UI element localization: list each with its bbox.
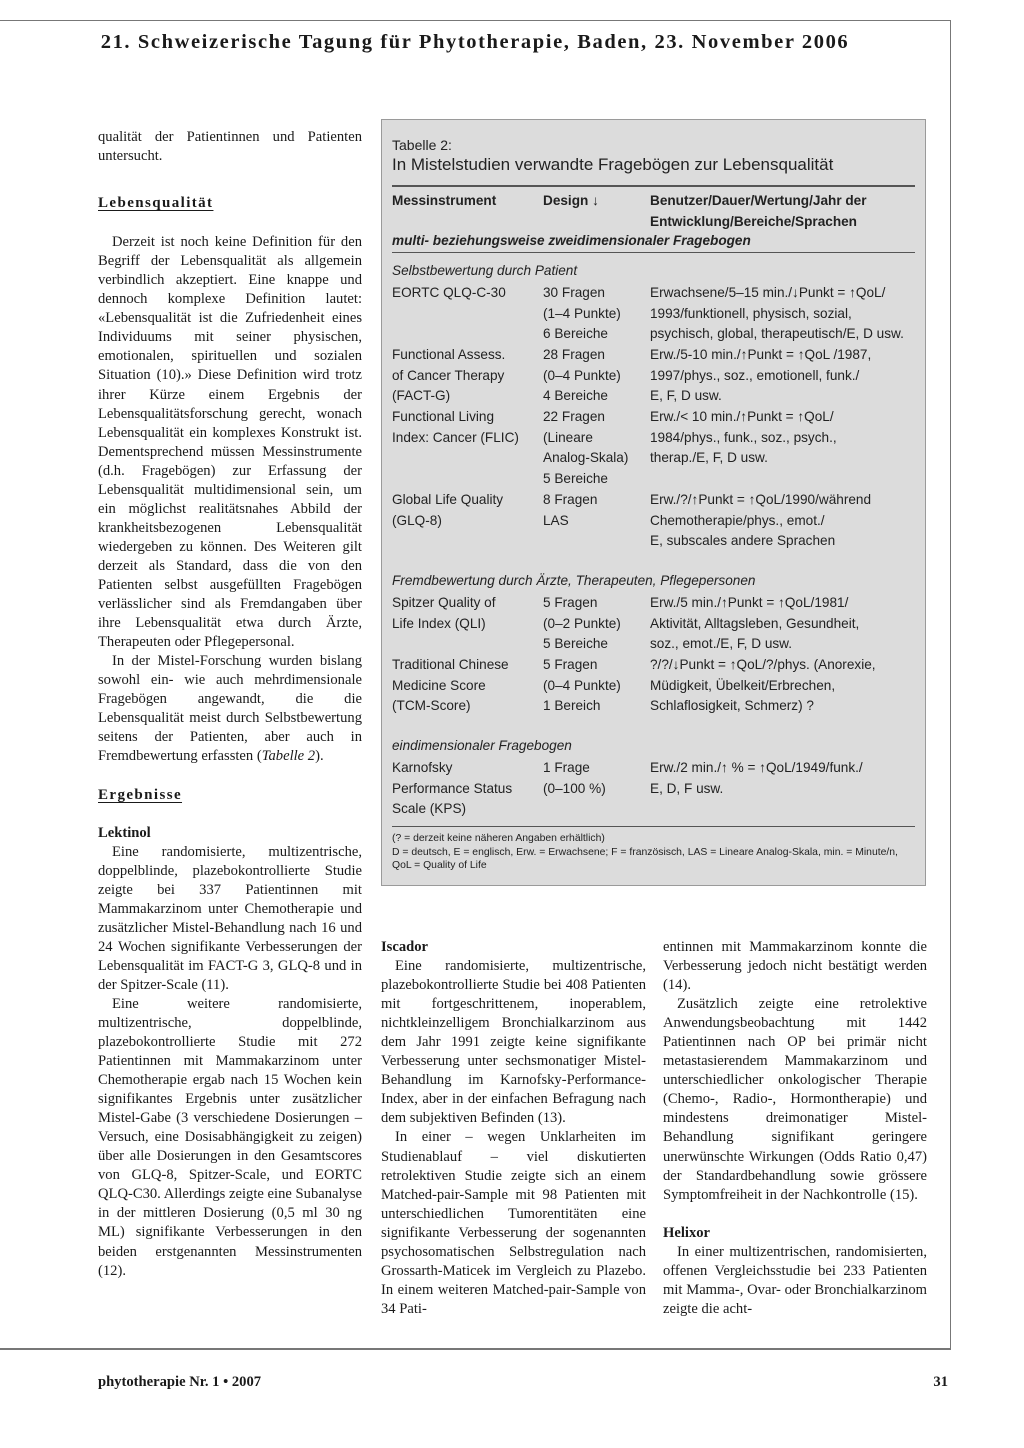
paragraph: Eine weitere randomisierte, multizentrische, doppelblinde, plazebokontrollierte Studie mit 272 Patientinnen mit Mammakarzinom unter Chemotherapie ergab nach 15 Wochen kein signifikantes Ergebnis unter zusätzlicher Mistel-Gabe (3 verschiedene Dosierungen – Versuch, eine Dosisabhängigkeit zu zeigen) über alle Dosierungen in den Gesamtscores von GLQ-8, Spitzer-Scale, und EORTC QLQ-C30. Allerdings zeigte eine Subanalyse in der mittleren Dosierung (0,5 ml 30 ng ML) signifikante Verbesserungen in den beiden erstgenannten Messinstrumenten (12). [98, 995, 362, 1279]
table-rule [392, 826, 915, 827]
footer-journal: phytotherapie Nr. 1 • 2007 [98, 1374, 262, 1390]
text-column-1 [98, 128, 362, 1281]
table-caption-title: In Mistelstudien verwandte Fragebögen zur Lebensqualität [392, 155, 834, 174]
paragraph: qualität der Patientinnen und Patienten untersucht. [98, 129, 362, 165]
table-cell: Traditional Chinese Medicine Score (TCM-Score) [392, 657, 509, 714]
table-cell: Global Life Quality (GLQ-8) [392, 492, 504, 528]
subheading-iscador: Iscador [381, 939, 429, 955]
table-cell: Karnofsky Performance Status Scale (KPS) [392, 760, 513, 817]
paragraph: entinnen mit Mammakarzinom konnte die Verbesserung jedoch nicht bestätigt werden (14). [663, 939, 927, 994]
table-cell: EORTC QLQ-C-30 [392, 285, 506, 300]
table-rule [392, 252, 915, 253]
section-heading-ergebnisse: Ergebnisse [98, 787, 183, 804]
table-cell: 5 Fragen (0–2 Punkte) 5 Bereiche [543, 595, 621, 652]
frame-top-rule [0, 20, 950, 21]
table-cell: Erwachsene/5–15 min./↓Punkt = ↑QoL/ 1993/funktionell, physisch, sozial, psychisch, global, therapeutisch/E, D usw. [650, 285, 904, 342]
table-rule [392, 185, 915, 187]
table-cell: Functional Assess. of Cancer Therapy (FACT-G) [392, 347, 506, 404]
table-cell: 1 Frage (0–100 %) [543, 760, 606, 796]
paragraph: In einer multizentrischen, randomisierten, offenen Vergleichsstudie bei 233 Patienten mit Mamma-, Ovar- oder Bronchialkarzinom zeigte die acht- [663, 1243, 927, 1317]
paragraph: In einer – wegen Unklarheiten im Studienablauf – viel diskutierten retrolektiven Studie zeigte sich an einem Matched-pair-Sample mit 98 Patienten mit unterschiedlichen Tumorentitäten eine signifikante Verbesserung der sogenannten psychosomatischen Selbstregulation nach Grossarth-Maticek im Vergleich zu Plazebo. In einem weiteren Matched-pair-Sample von 34 Pati- [381, 1129, 646, 1317]
paragraph: Derzeit ist noch keine Definition für den Begriff der Lebensqualität als allgemein verbindlich akzeptiert. Eine knappe und dennoch komplexe Definition lautet: «Lebensqualität ist die Zufriedenheit eines Individuums mit seiner physischen, emotionalen, spirituellen und sozialen Situation (10).» Diese Definition wird trotz ihrer Kürze einem Ergebnis der Lebensqualitätsforschung gerecht, wonach Lebensqualität ein komplexes Konstrukt ist. Dementsprechend müssen Messinstrumente (d.h. Fragebögen) zur Erfassung der Lebensqualität multidimensional sein, um ein möglichst realitätsnahes Abbild der krankheitsbezogenen Lebensqualität wiedergeben zu können. Des Weiteren gilt derzeit als Standard, dass die von den Patienten selbst ausgefüllten Fragebögen verlässlicher sind als Fremdangaben über ihre Lebensqualität etwa durch Ärzte, Therapeuten oder Pflegepersonal. [98, 234, 362, 651]
column-header-design: Design ↓ [543, 193, 599, 208]
category-unidimensional: eindimensionaler Fragebogen [392, 738, 572, 753]
table-cell: 22 Fragen (Lineare Analog-Skala) 5 Bereiche [543, 409, 629, 487]
table-cell: Erw./2 min./↑ % = ↑QoL/1949/funk./ E, D, F usw. [650, 760, 863, 796]
category-self-assessment: Selbstbewertung durch Patient [392, 263, 578, 278]
table-cell: Erw./5-10 min./↑Punkt = ↑QoL /1987, 1997/phys., soz., emotionell, funk./ E, F, D usw. [650, 347, 872, 404]
table-cell: 28 Fragen (0–4 Punkte) 4 Bereiche [543, 347, 621, 404]
table-cell: Functional Living Index: Cancer (FLIC) [392, 409, 519, 445]
table-cell: 5 Fragen (0–4 Punkte) 1 Bereich [543, 657, 621, 714]
subheading-helixor: Helixor [663, 1224, 711, 1241]
text-column-3 [663, 938, 927, 1319]
table-cell: Spitzer Quality of Life Index (QLI) [392, 595, 496, 631]
paragraph: In der Mistel-Forschung wurden bislang sowohl ein- wie auch mehrdimensionale Fragebögen angewandt, die die Lebensqualität meist durch Selbstbewertung seitens der Patienten, aber auch in Fremdbewertung erfassten (Tabelle 2). [98, 653, 362, 765]
column-header-instrument: Messinstrument [392, 193, 497, 208]
category-multidimensional: multi- beziehungsweise zweidimensionaler Fragebogen [392, 233, 751, 248]
frame-bottom-rule [0, 1348, 951, 1350]
table-footnote: (? = derzeit keine näheren Angaben erhältlich) D = deutsch, E = englisch, Erw. = Erwachsene; F = französisch, LAS = Lineare Analog-Skala, min. = Minute/n, QoL = Quality of Life [392, 833, 898, 871]
table-cell: 8 Fragen LAS [543, 492, 598, 528]
category-external-assessment: Fremdbewertung durch Ärzte, Therapeuten, Pflegepersonen [392, 573, 756, 588]
paragraph: Eine randomisierte, multizentrische, doppelblinde, plazebokontrollierte Studie zeigte bei 337 Patientinnen mit Mammakarzinom unter Chemotherapie und zusätzlicher Mistel-Behandlung nach 16 und 24 Wochen signifikante Verbesserungen der Lebensqualität im FACT-G 3, GLQ-8 und in der Spitzer-Scale (11). [98, 843, 362, 993]
table-cell: Erw./?/↑Punkt = ↑QoL/1990/während Chemotherapie/phys., emot./ E, subscales andere Sprachen [650, 492, 872, 549]
table-caption-label: Tabelle 2: [392, 137, 452, 153]
section-heading-lebensqualitaet: Lebensqualität [98, 195, 214, 212]
paragraph: Zusätzlich zeigte eine retrolektive Anwendungsbeobachtung mit 1442 Patientinnen nach OP bei primär nicht metastasierendem Mammakarzinom und unterschiedlicher onkologischer Therapie (Chemo-, Radio-, Hormontherapie) und mindestens dreimonatiger Mistel-Behandlung signifikant geringere unerwünschte Wirkungen (Odds Ratio 0,47) der Standardbehandlung sowie grössere Symptomfreiheit in der Nachkontrolle (15). [663, 996, 927, 1203]
running-header: 21. Schweizerische Tagung für Phytotherapie, Baden, 23. November 2006 [100, 31, 850, 53]
page-number: 31 [933, 1374, 948, 1390]
paragraph: Eine randomisierte, multizentrische, plazebokontrollierte Studie bei 408 Patienten mit fortgeschrittenem, inoperablem, nichtkleinzelligem Bronchialkarzinom aus dem Jahr 1991 zeigte keine signifikante Verbesserung unter sechsmonatiger Mistel-Behandlung im Karnofsky-Performance-Index, aber in der einfachen Befragung nach dem subjektiven Befinden (13). [381, 958, 646, 1127]
table-cell: Erw./< 10 min./↑Punkt = ↑QoL/ 1984/phys., funk., soz., psych., therap./E, F, D usw. [650, 409, 837, 466]
table-cell: ?/?/↓Punkt = ↑QoL/?/phys. (Anorexie, Müdigkeit, Übelkeit/Erbrechen, Schlaflosigkeit, Schmerz) ? [650, 657, 876, 714]
table-cell: Erw./5 min./↑Punkt = ↑QoL/1981/ Aktivität, Alltagsleben, Gesundheit, soz., emot./E, F, D usw. [650, 595, 860, 652]
column-header-users: Benutzer/Dauer/Wertung/Jahr der Entwicklung/Bereiche/Sprachen [650, 193, 867, 229]
frame-right-rule [950, 20, 951, 1348]
subheading-lektinol: Lektinol [98, 824, 151, 841]
table-cell: 30 Fragen (1–4 Punkte) 6 Bereiche [543, 285, 621, 342]
text-column-2 [381, 938, 646, 1319]
table-2 [381, 119, 926, 886]
table-reference: Tabelle 2 [261, 748, 316, 765]
